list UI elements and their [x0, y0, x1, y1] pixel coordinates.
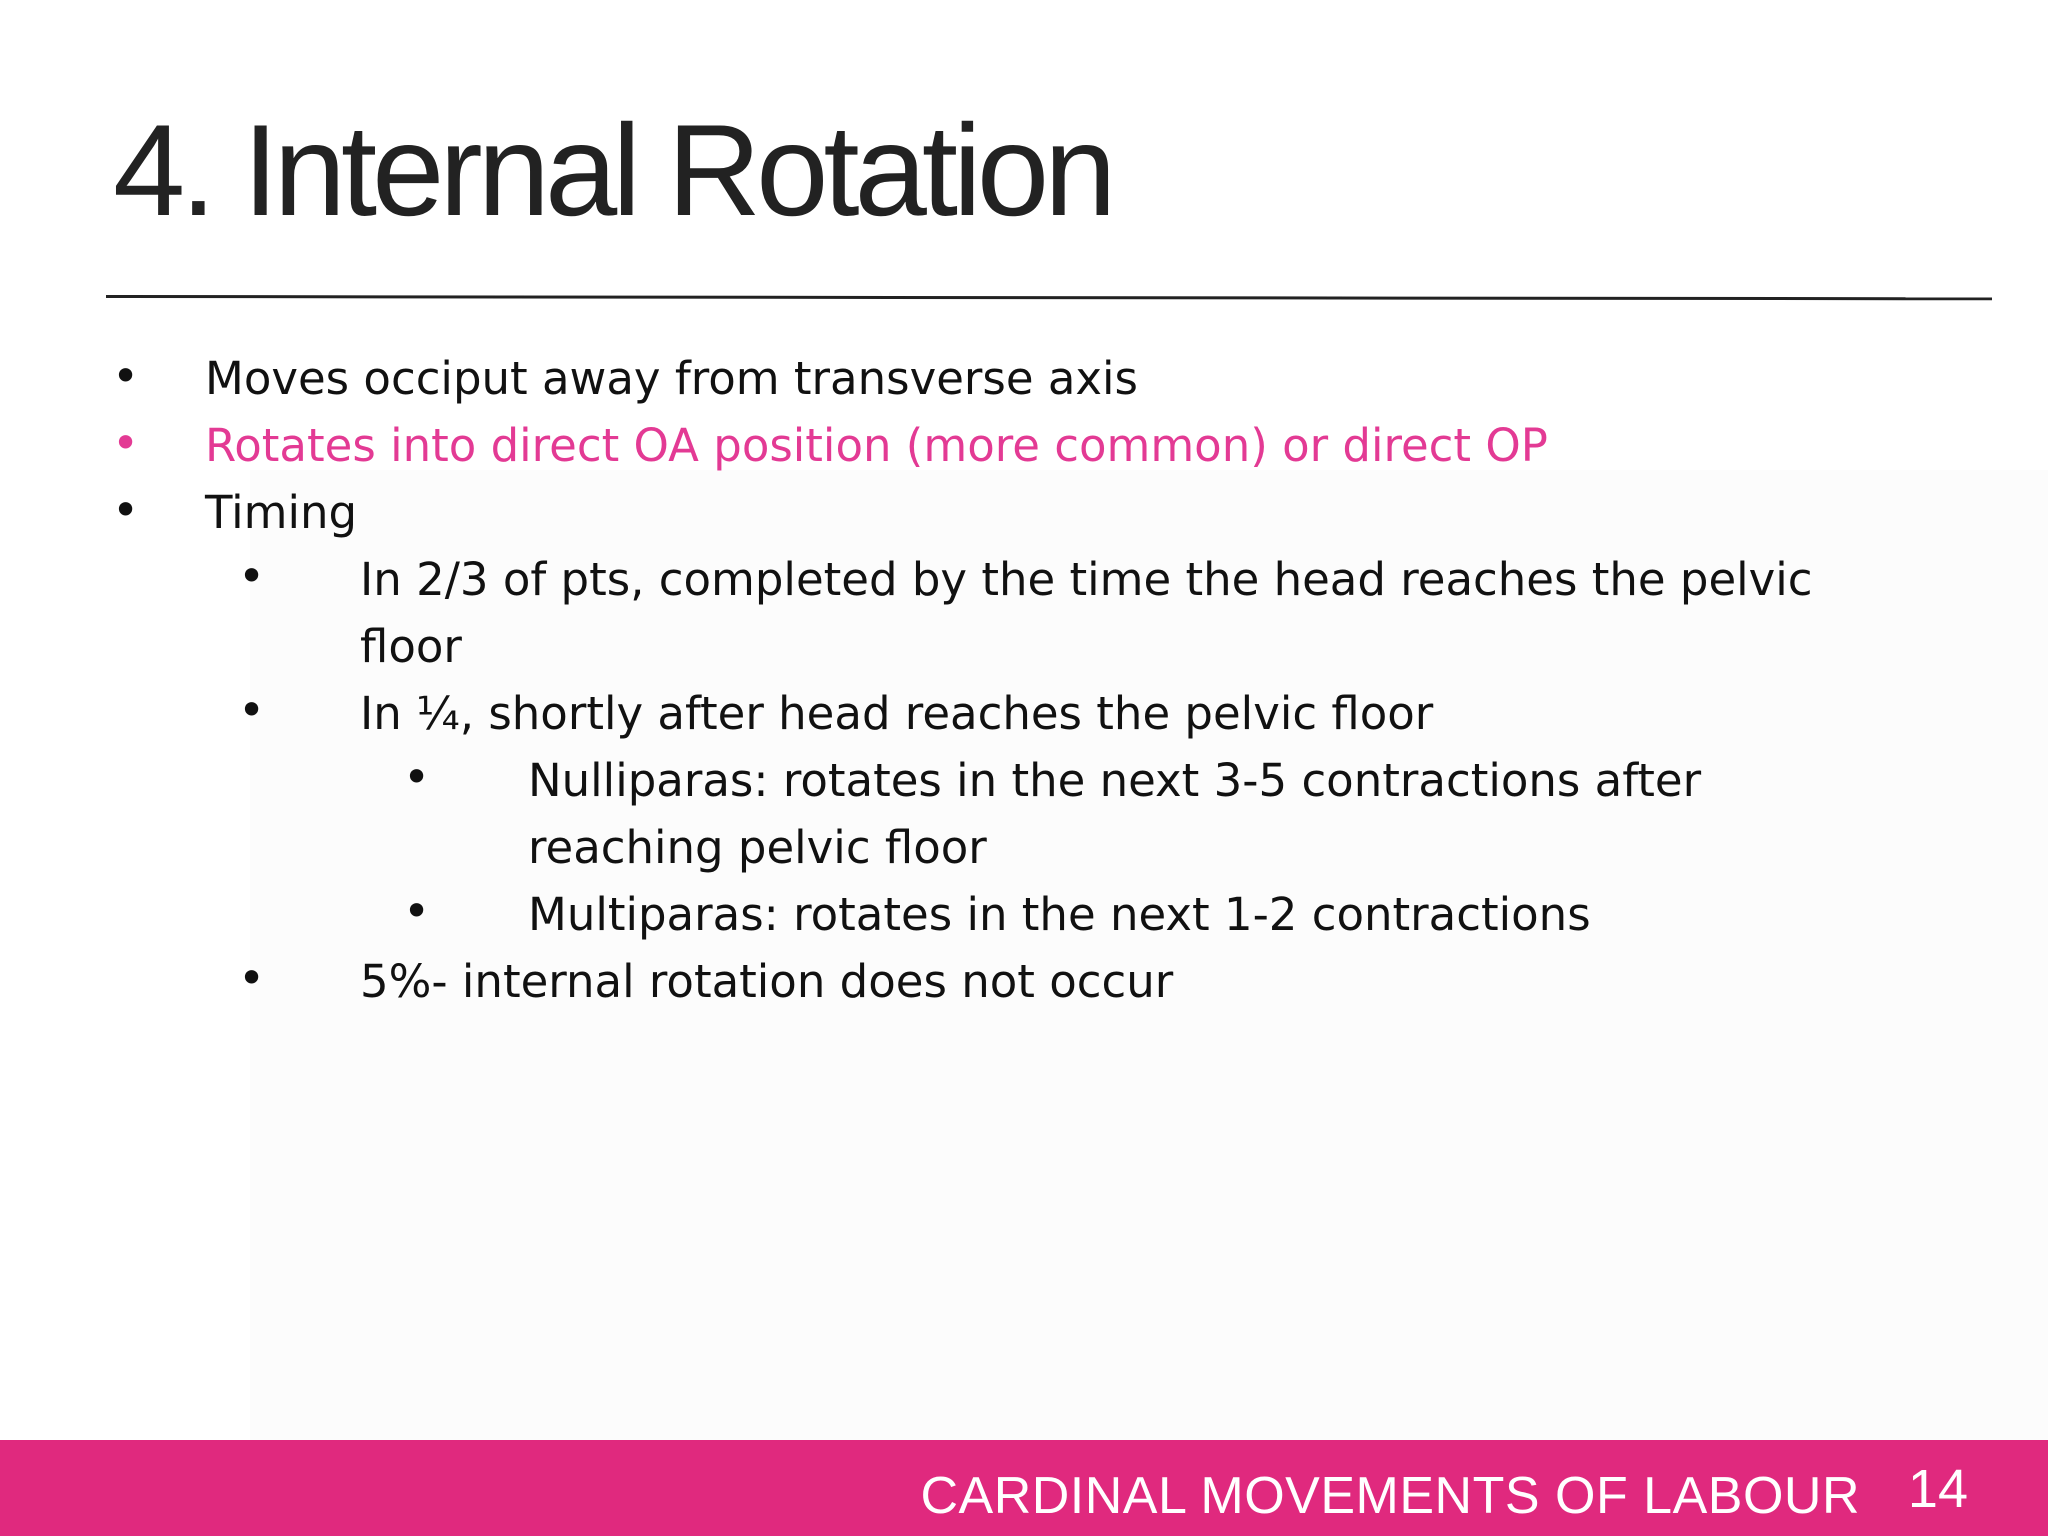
bullet-icon: •	[403, 750, 431, 804]
bullet-text-line-1: Nulliparas: rotates in the next 3-5 contractions after	[528, 754, 1702, 807]
bullet-icon: •	[238, 549, 266, 603]
bullet-icon: •	[403, 884, 431, 938]
bullet-text: Multiparas: rotates in the next 1-2 contractions	[528, 888, 1591, 941]
bullet-text-line-2: floor	[360, 620, 462, 673]
footer-section-title: CARDINAL MOVEMENTS OF LABOUR	[920, 1467, 1860, 1525]
title-divider-line	[106, 295, 1992, 300]
bullet-text: In ¼, shortly after head reaches the pelvic floor	[360, 687, 1434, 740]
footer-bar	[0, 1440, 2048, 1536]
bullet-text: Rotates into direct OA position (more common) or direct OP	[205, 419, 1548, 472]
bullet-icon: •	[112, 483, 140, 537]
bullet-icon: •	[238, 951, 266, 1005]
bullet-icon: •	[238, 683, 266, 737]
bullet-text: Timing	[205, 486, 358, 539]
slide-title: 4. Internal Rotation	[113, 97, 1112, 243]
page-number: 14	[1907, 1459, 1968, 1519]
bullet-text: 5%- internal rotation does not occur	[360, 955, 1174, 1008]
bullet-text-line-2: reaching pelvic floor	[528, 821, 987, 874]
bullet-icon: •	[112, 416, 140, 470]
bullet-icon: •	[112, 349, 140, 403]
bullet-text-line-1: In 2/3 of pts, completed by the time the head reaches the pelvic	[360, 553, 1813, 606]
bullet-text: Moves occiput away from transverse axis	[205, 352, 1138, 405]
